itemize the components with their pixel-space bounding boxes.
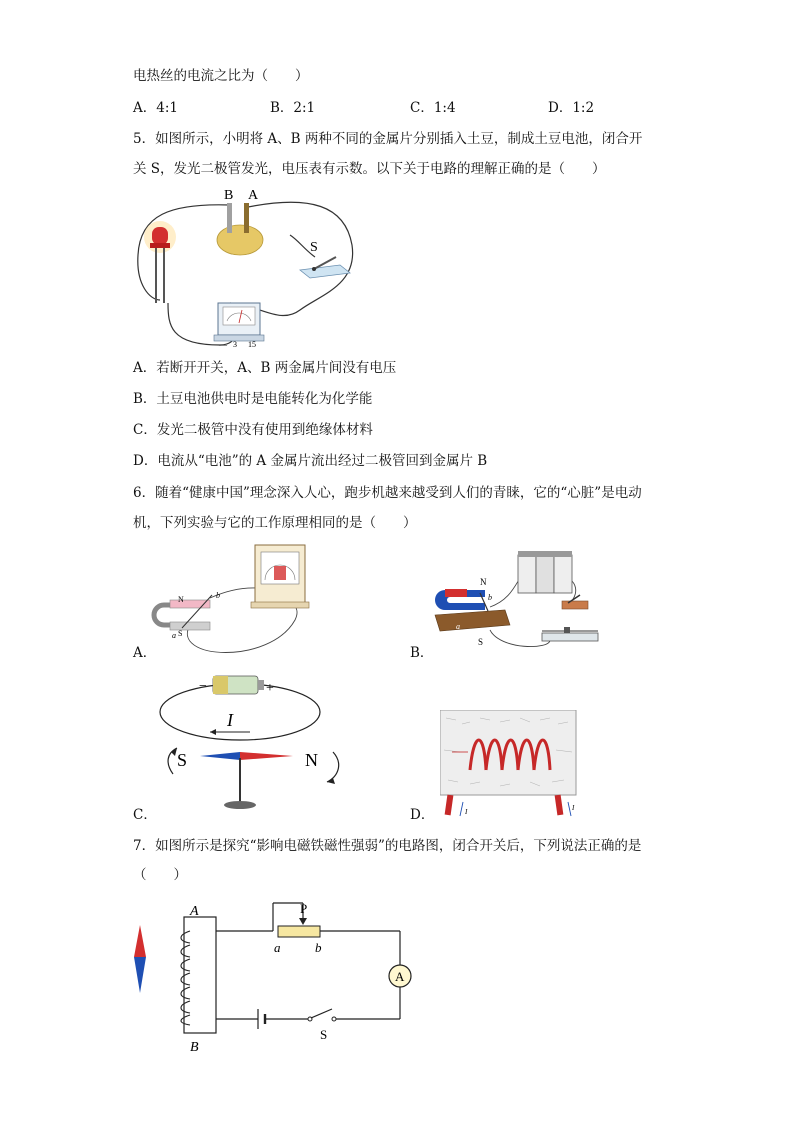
fig-b-s-label: S (478, 637, 484, 647)
core-bottom-label: B (190, 1040, 199, 1055)
knife-switch-icon (562, 595, 588, 609)
fig-b-a-label: a (456, 622, 460, 631)
potato-icon (217, 203, 263, 255)
label-a: A (248, 188, 259, 203)
fig-c-minus-label: − (199, 679, 207, 694)
q5-stem-line1: 5．如图所示，小明将 A、B 两种不同的金属片分别插入土豆，制成土豆电池，闭合开 (133, 131, 643, 147)
q6-figure-c (155, 668, 355, 818)
label-s: S (310, 240, 318, 255)
magnet-icon (435, 589, 485, 610)
ammeter-label: A (395, 969, 405, 984)
rheostat-resistor (278, 926, 320, 937)
q4-option-a: A．4:1 (133, 100, 178, 116)
voltmeter-icon (214, 303, 264, 341)
battery-icon (258, 1009, 265, 1029)
rheostat-icon (542, 627, 598, 641)
meter-3-label: 3 (233, 340, 237, 349)
q4-option-b: B．2:1 (270, 100, 316, 116)
q6-option-d-label: D． (410, 807, 435, 823)
fig-a-n-label: N (178, 595, 184, 604)
slider-p-label: P (300, 901, 308, 916)
fig-b-b-label: b (488, 593, 492, 602)
q5-option-a: A．若断开开关，A、B 两金属片间没有电压 (133, 360, 397, 376)
fig-d-current-label-left: I (465, 808, 468, 816)
q5-option-c: C．发光二极管中没有使用到绝缘体材料 (133, 422, 373, 438)
galvanometer-icon (251, 545, 309, 608)
compass-needle-icon (134, 925, 146, 993)
fig-b-n-label: N (480, 577, 487, 587)
q7-stem-line1: 7．如图所示是探究“影响电磁铁磁性强弱”的电路图，闭合开关后，下列说法正确的是 (133, 838, 642, 854)
fig-d-current-label-right: I (572, 804, 575, 812)
q4-option-d: D．1:2 (548, 100, 595, 116)
q6-stem-line2: 机，下列实验与它的工作原理相同的是（ ） (133, 515, 417, 531)
q4-option-c: C．1:4 (410, 100, 456, 116)
q6-figure-d (440, 710, 580, 820)
q6-option-a-label: A． (133, 645, 157, 661)
fig-c-current-label: I (227, 710, 233, 730)
meter-minus-label: — (219, 340, 227, 349)
rheostat-end-a-label: a (274, 940, 281, 955)
u-magnet-icon (154, 600, 210, 630)
fig-c-n-label: N (305, 750, 318, 770)
fig-a-s-label: S (178, 629, 183, 638)
q6-figure-a (150, 540, 320, 665)
battery-icon (213, 676, 264, 694)
q7-stem-line2: （ ） (133, 867, 187, 883)
q5-option-b: B．土豆电池供电时是电能转化为化学能 (133, 391, 373, 407)
q6-figure-b (430, 545, 610, 655)
q6-option-c-label: C． (133, 807, 157, 823)
q5-option-d: D．电流从“电池”的 A 金属片流出经过二极管回到金属片 B (133, 453, 488, 469)
label-b: B (224, 188, 234, 203)
switch-icon (308, 1009, 336, 1021)
q7-circuit-diagram (128, 895, 418, 1060)
q5-potato-battery-figure (130, 185, 370, 355)
meter-15-label: 15 (248, 340, 256, 349)
q6-option-b-label: B． (410, 645, 434, 661)
switch-s-label: S (320, 1027, 328, 1042)
core-top-label: A (190, 904, 199, 919)
battery-pack-icon (518, 551, 572, 593)
q5-stem-line2: 关 S，发光二极管发光，电压表有示数。以下关于电路的理解正确的是（ ） (133, 161, 606, 177)
q4-stem-tail: 电热丝的电流之比为（ ） (133, 68, 309, 84)
q6-stem-line1: 6．随着“健康中国”理念深入人心，跑步机越来越受到人们的青睐，它的“心脏”是电动 (133, 485, 642, 501)
compass-needle-icon (200, 752, 293, 809)
led-icon (144, 221, 176, 303)
fig-c-s-label: S (177, 750, 188, 770)
rheostat-end-b-label: b (315, 940, 322, 955)
switch-icon (300, 257, 350, 278)
fig-c-plus-label: + (266, 681, 274, 696)
fig-a-b-label: b (216, 591, 220, 600)
fig-a-a-label: a (172, 631, 176, 640)
